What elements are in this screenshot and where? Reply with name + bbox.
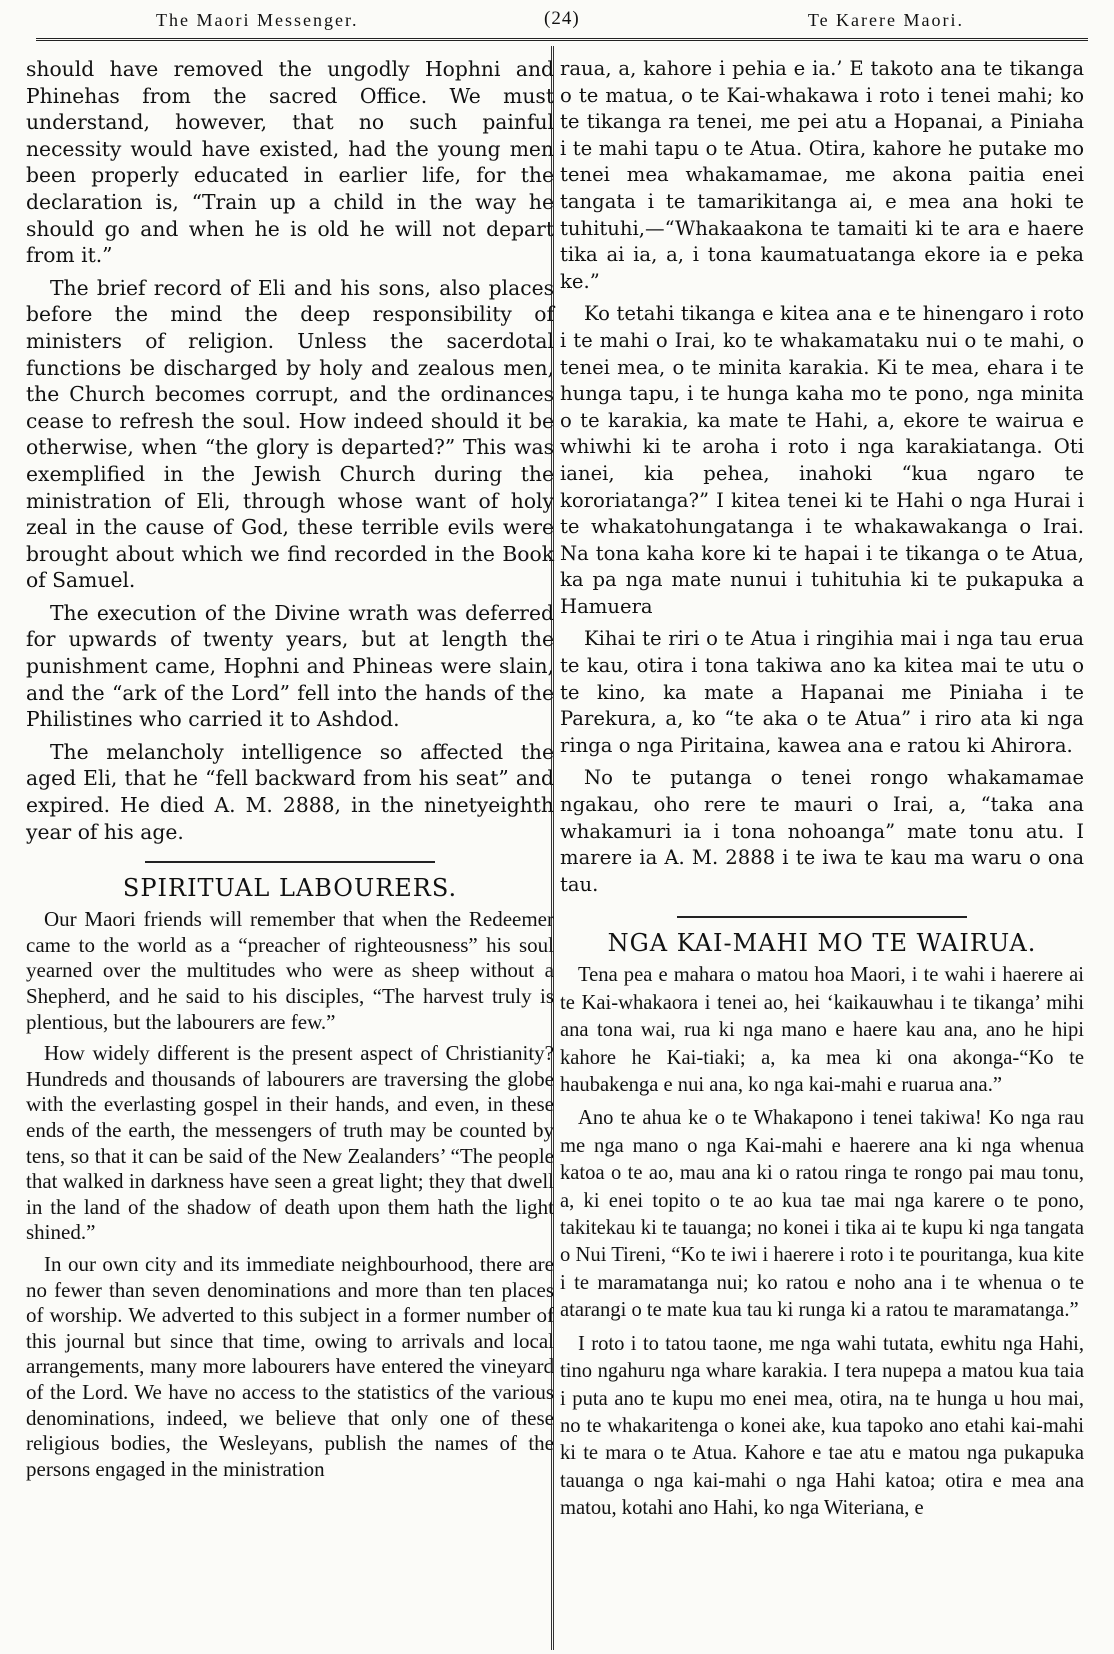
article-paragraph: Kihai te riri o te Atua i ringihia mai i nga tau erua te kau, otira i tona takiwa ano ka kitea mai te utu o te kino, ka mate a Hapanai me Piniaha i te Parekura, a, ko “te aka o te Atua” i riro ata ki nga ringa o nga Piritaina, kawea ana e ratou ki Ahirora. xyxy=(560,627,1084,757)
section-title: NGA KAI-MAHI MO TE WAIRUA. xyxy=(607,929,1037,958)
section-divider xyxy=(677,916,967,918)
header-divider xyxy=(36,38,1088,41)
section-paragraph: In our own city and its immediate neighbourhood, there are no fewer than seven denominations and more than ten places of worship. We adverted to this subject in a former number of this journal but since that time, owing to arrivals and local arrangements, many more labourers have entered the vineyard of the Lord. We have no access to the statistics of the various denominations, indeed, we believe that only one of these religious bodies, the Wesleyans, publish the names of the persons engaged in the ministration xyxy=(26,1251,554,1481)
article-paragraph: The brief record of Eli and his sons, also places before the mind the deep responsibility of ministers of religion. Unless the sacerdotal functions be discharged by holy and zealous men, the Church becomes corrupt, and the ordinances cease to refresh the soul. How indeed should it be otherwise, when “the glory is departed?” This was exemplified in the Jewish Church during the ministration of Eli, through whose want of holy zeal in the cause of God, these terrible evils were brought about which we find recorded in the Book of Samuel. xyxy=(26,275,554,593)
section-paragraph: I roto i to tatou taone, me nga wahi tutata, ewhitu nga Hahi, tino ngahuru nga whare karakia. I tera nupepa a matou kua taia i puta ano te kupu mo enei mea, otira, na te hunga u hou mai, no te whakaritenga o konei ake, kua tapoko ano etahi kai-mahi ki te mara o te Atua. Kahore e tae atu e matou nga pukapuka tauanga o nga kai-mahi o nga Hahi katoa; otira e mea ana matou, kotahi ano Hahi, ko nga Witeriana, e xyxy=(560,1332,1084,1520)
section-divider xyxy=(145,861,435,863)
page-number: (24) xyxy=(544,8,580,29)
article-paragraph: should have removed the ungodly Hophni and Phinehas from the sacred Office. We must understand, however, that no such painful necessity would have existed, had the young men been properly educated in earlier life, for the declaration is, “Train up a child in the way he should go and when he is old he will not depart from it.” xyxy=(26,57,554,268)
section-paragraph: Our Maori friends will remember that when the Redeemer came to the world as a “preacher of righteousness” his soul yearned over the multitudes who were as sheep without a Shepherd, and he said to his disciples, “The harvest truly is plentious, but the labourers are few.” xyxy=(26,907,554,1034)
running-head-maori-title: Te Karere Maori. xyxy=(807,10,964,30)
article-paragraph: The melancholy intelligence so affected the aged Eli, that he “fell backward from his seat” and expired. He died A. M. 2888, in the ninetyeighth year of his age. xyxy=(26,739,554,844)
article-paragraph: Ko tetahi tikanga e kitea ana e te hinengaro i roto i te mahi o Irai, ko te whakamataku nui o te mahi, o tenei mea, o te minita karakia. Ki te mea, ehara i te hunga tapu, i te hunga kaha mo te pono, nga minita o te karakia, ka mate te Hahi, a, ekore te wairua e whiwhi ki te aroha i roto i nga karakiatanga. Oti ianei, kia pehea, inahoki “kua ngaro te kororiatanga?” I kitea tenei ki te Hahi o nga Hurai i te whakatohungatanga i te whakawakanga o Irai. Na tona kaha kore ki te hapai i te tikanga o te Atua, ka pa nga mate nunui i tuhituhia ki te pukapuka a Hamuera xyxy=(560,302,1084,618)
section-paragraph: How widely different is the present aspect of Christianity? Hundreds and thousands of labourers are traversing the globe with the everlasting gospel in their hands, and even, in these ends of the earth, the messengers of truth may be counted by tens, so that it can be said of the New Zealanders’ “The people that walked in darkness have seen a great light; they that dwell in the land of the shadow of death upon them hath the light shined.” xyxy=(26,1041,554,1245)
running-head-english-title: The Maori Messenger. xyxy=(156,10,359,30)
running-head xyxy=(36,6,1084,32)
article-paragraph: raua, a, kahore i pehia e ia.’ E takoto ana te tikanga o te matua, o te Kai-whakawa i roto i tenei mahi; ko te tikanga ra tenei, me pei atu a Hopanai, a Piniaha i te mahi tapu o te Atua. Otira, kahore he putake mo tenei mea whakamamae, me akona paitia enei tangata i te tamarikitanga ai, e mea ana hoki te tuhituhi,—“Whakaakona te tamaiti ki te ara e haere tika ai ia, a, i tona kaumatuatanga ekore ia e peka ke.” xyxy=(560,57,1084,293)
section-title: SPIRITUAL LABOURERS. xyxy=(122,874,458,903)
article-paragraph: No te putanga o tenei rongo whakamamae ngakau, oho rere te mauri o Irai, a, “taka ana whakamuri ia i tona nohoanga” mate tonu atu. I marere ia A. M. 2888 i te iwa te kau ma waru o ona tau. xyxy=(560,766,1084,896)
english-column xyxy=(26,56,554,1488)
article-paragraph: The execution of the Divine wrath was deferred for upwards of twenty years, but at length the punishment came, Hophni and Phineas were slain, and the “ark of the Lord” fell into the hands of the Philistines who carried it to Ashdod. xyxy=(26,600,554,732)
section-paragraph: Ano te ahua ke o te Whakapono i tenei takiwa! Ko nga rau me nga mano o nga Kai-mahi e haerere ana ki nga whenua katoa o te ao, mau ana ki o ratou ringa te rongo pai mau tonu, a, ki enei topito o te ao kua tae mai nga karere o te pono, takitekau ki te tauanga; no konei i tika ai te kupu ki nga tangata o Nui Tireni, “Ko te iwi i haerere i roto i te pouritanga, kua kite i te maramatanga nui; ko ratou e noho ana i te whenua o te atarangi o te mate kua tau ki runga ki a ratou te maramatanga.” xyxy=(560,1107,1084,1322)
maori-column xyxy=(560,56,1084,1529)
section-paragraph: Tena pea e mahara o matou hoa Maori, i te wahi i haerere ai te Kai-whakaora i tenei ao, hei ‘kaikauwhau i te tikanga’ mihi ana tona wai, rua ki nga mano e haere kau ana, ano he hipi kahore he Kai-tiaki; a, ka mea ki ona akonga-“Ko te haubakenga e nui ana, ko nga kai-mahi e ruarua ana.” xyxy=(560,964,1084,1097)
